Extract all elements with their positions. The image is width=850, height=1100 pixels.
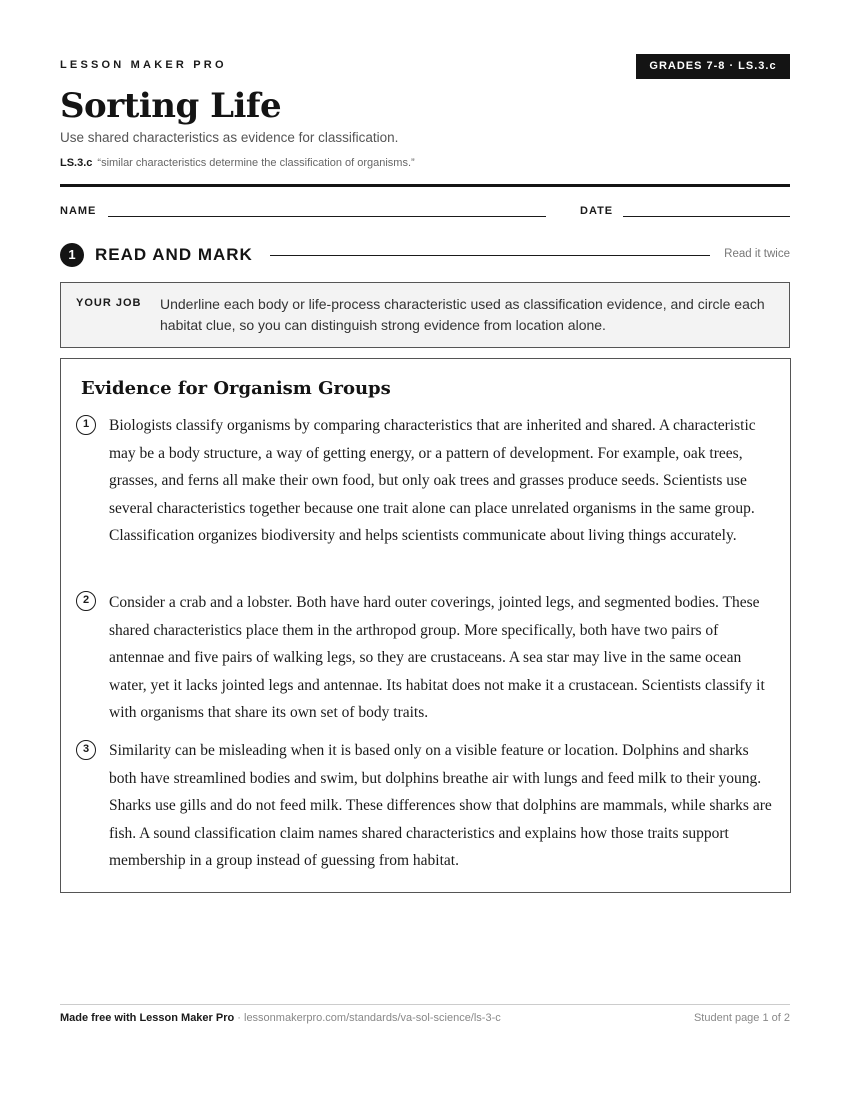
paragraph-number-1: 1: [76, 415, 96, 435]
standard-code: LS.3.c: [60, 157, 93, 169]
date-field[interactable]: [623, 216, 790, 217]
grade-badge: GRADES 7-8 · LS.3.c: [636, 54, 790, 79]
job-box: [60, 282, 790, 348]
passage-title: Evidence for Organism Groups: [81, 378, 391, 399]
job-label: YOUR JOB: [76, 297, 142, 309]
page-subtitle: Use shared characteristics as evidence for classification.: [60, 130, 399, 145]
section-note: Read it twice: [724, 248, 790, 260]
paragraph-1: Biologists classify organisms by comparing characteristics that are inherited and shared. A characteristic may be a body structure, a way of getting energy, or a pattern of development. For example, oak trees, grasses, and ferns all make their own food, but only oak trees and grasses produce seeds. Scientists use several characteristics together because one trait alone can place unrelated organisms in the same group. Classification organizes biodiversity and helps scientists communicate about living things accurately.: [109, 417, 756, 544]
job-text: Underline each body or life-process characteristic used as classification evidence, and circle each habitat clue, so you can distinguish strong evidence from location alone.: [160, 296, 765, 333]
standard-line: [60, 157, 415, 169]
brand-name: LESSON MAKER PRO: [60, 59, 227, 71]
passage-box: [60, 358, 791, 893]
footer-url: · lessonmakerpro.com/standards/va-sol-science/ls-3-c: [234, 1012, 501, 1024]
footer-credit: [60, 1012, 501, 1024]
page-title: Sorting Life: [60, 86, 282, 126]
footer-page-number: Student page 1 of 2: [693, 1012, 790, 1024]
header-divider: [60, 184, 790, 187]
paragraph-number-3: 3: [76, 740, 96, 760]
section-number-badge: 1: [60, 243, 84, 267]
paragraph-2: Consider a crab and a lobster. Both have hard outer coverings, jointed legs, and segmented bodies. These shared characteristics place them in the arthropod group. More specifically, both have two pairs of antennae and five pairs of walking legs, so they are crustaceans. A sea star may live in the same ocean water, yet it lacks jointed legs and antennae. Its habitat does not make it a crustacean. Scientists classify it with organisms that share its own set of body traits.: [109, 594, 765, 721]
section-title: READ AND MARK: [95, 245, 253, 264]
footer-divider: [60, 1004, 790, 1005]
standard-text: “similar characteristics determine the classification of organisms.”: [97, 157, 415, 169]
footer-made-with: Made free with Lesson Maker Pro: [60, 1012, 235, 1024]
date-label: DATE: [580, 205, 614, 217]
paragraph-number-2: 2: [76, 591, 96, 611]
section-divider: [270, 255, 710, 256]
name-field[interactable]: [108, 216, 546, 217]
paragraph-3: Similarity can be misleading when it is based only on a visible feature or location. Dolphins and sharks both have streamlined bodies and swim, but dolphins breathe air with lungs and feed milk to their young. Sharks use gills and do not feed milk. These differences show that dolphins are mammals, while sharks are fish. A sound classification claim names shared characteristics and explains how those traits support membership in a group instead of guessing from habitat.: [109, 742, 772, 869]
name-label: NAME: [60, 205, 97, 217]
